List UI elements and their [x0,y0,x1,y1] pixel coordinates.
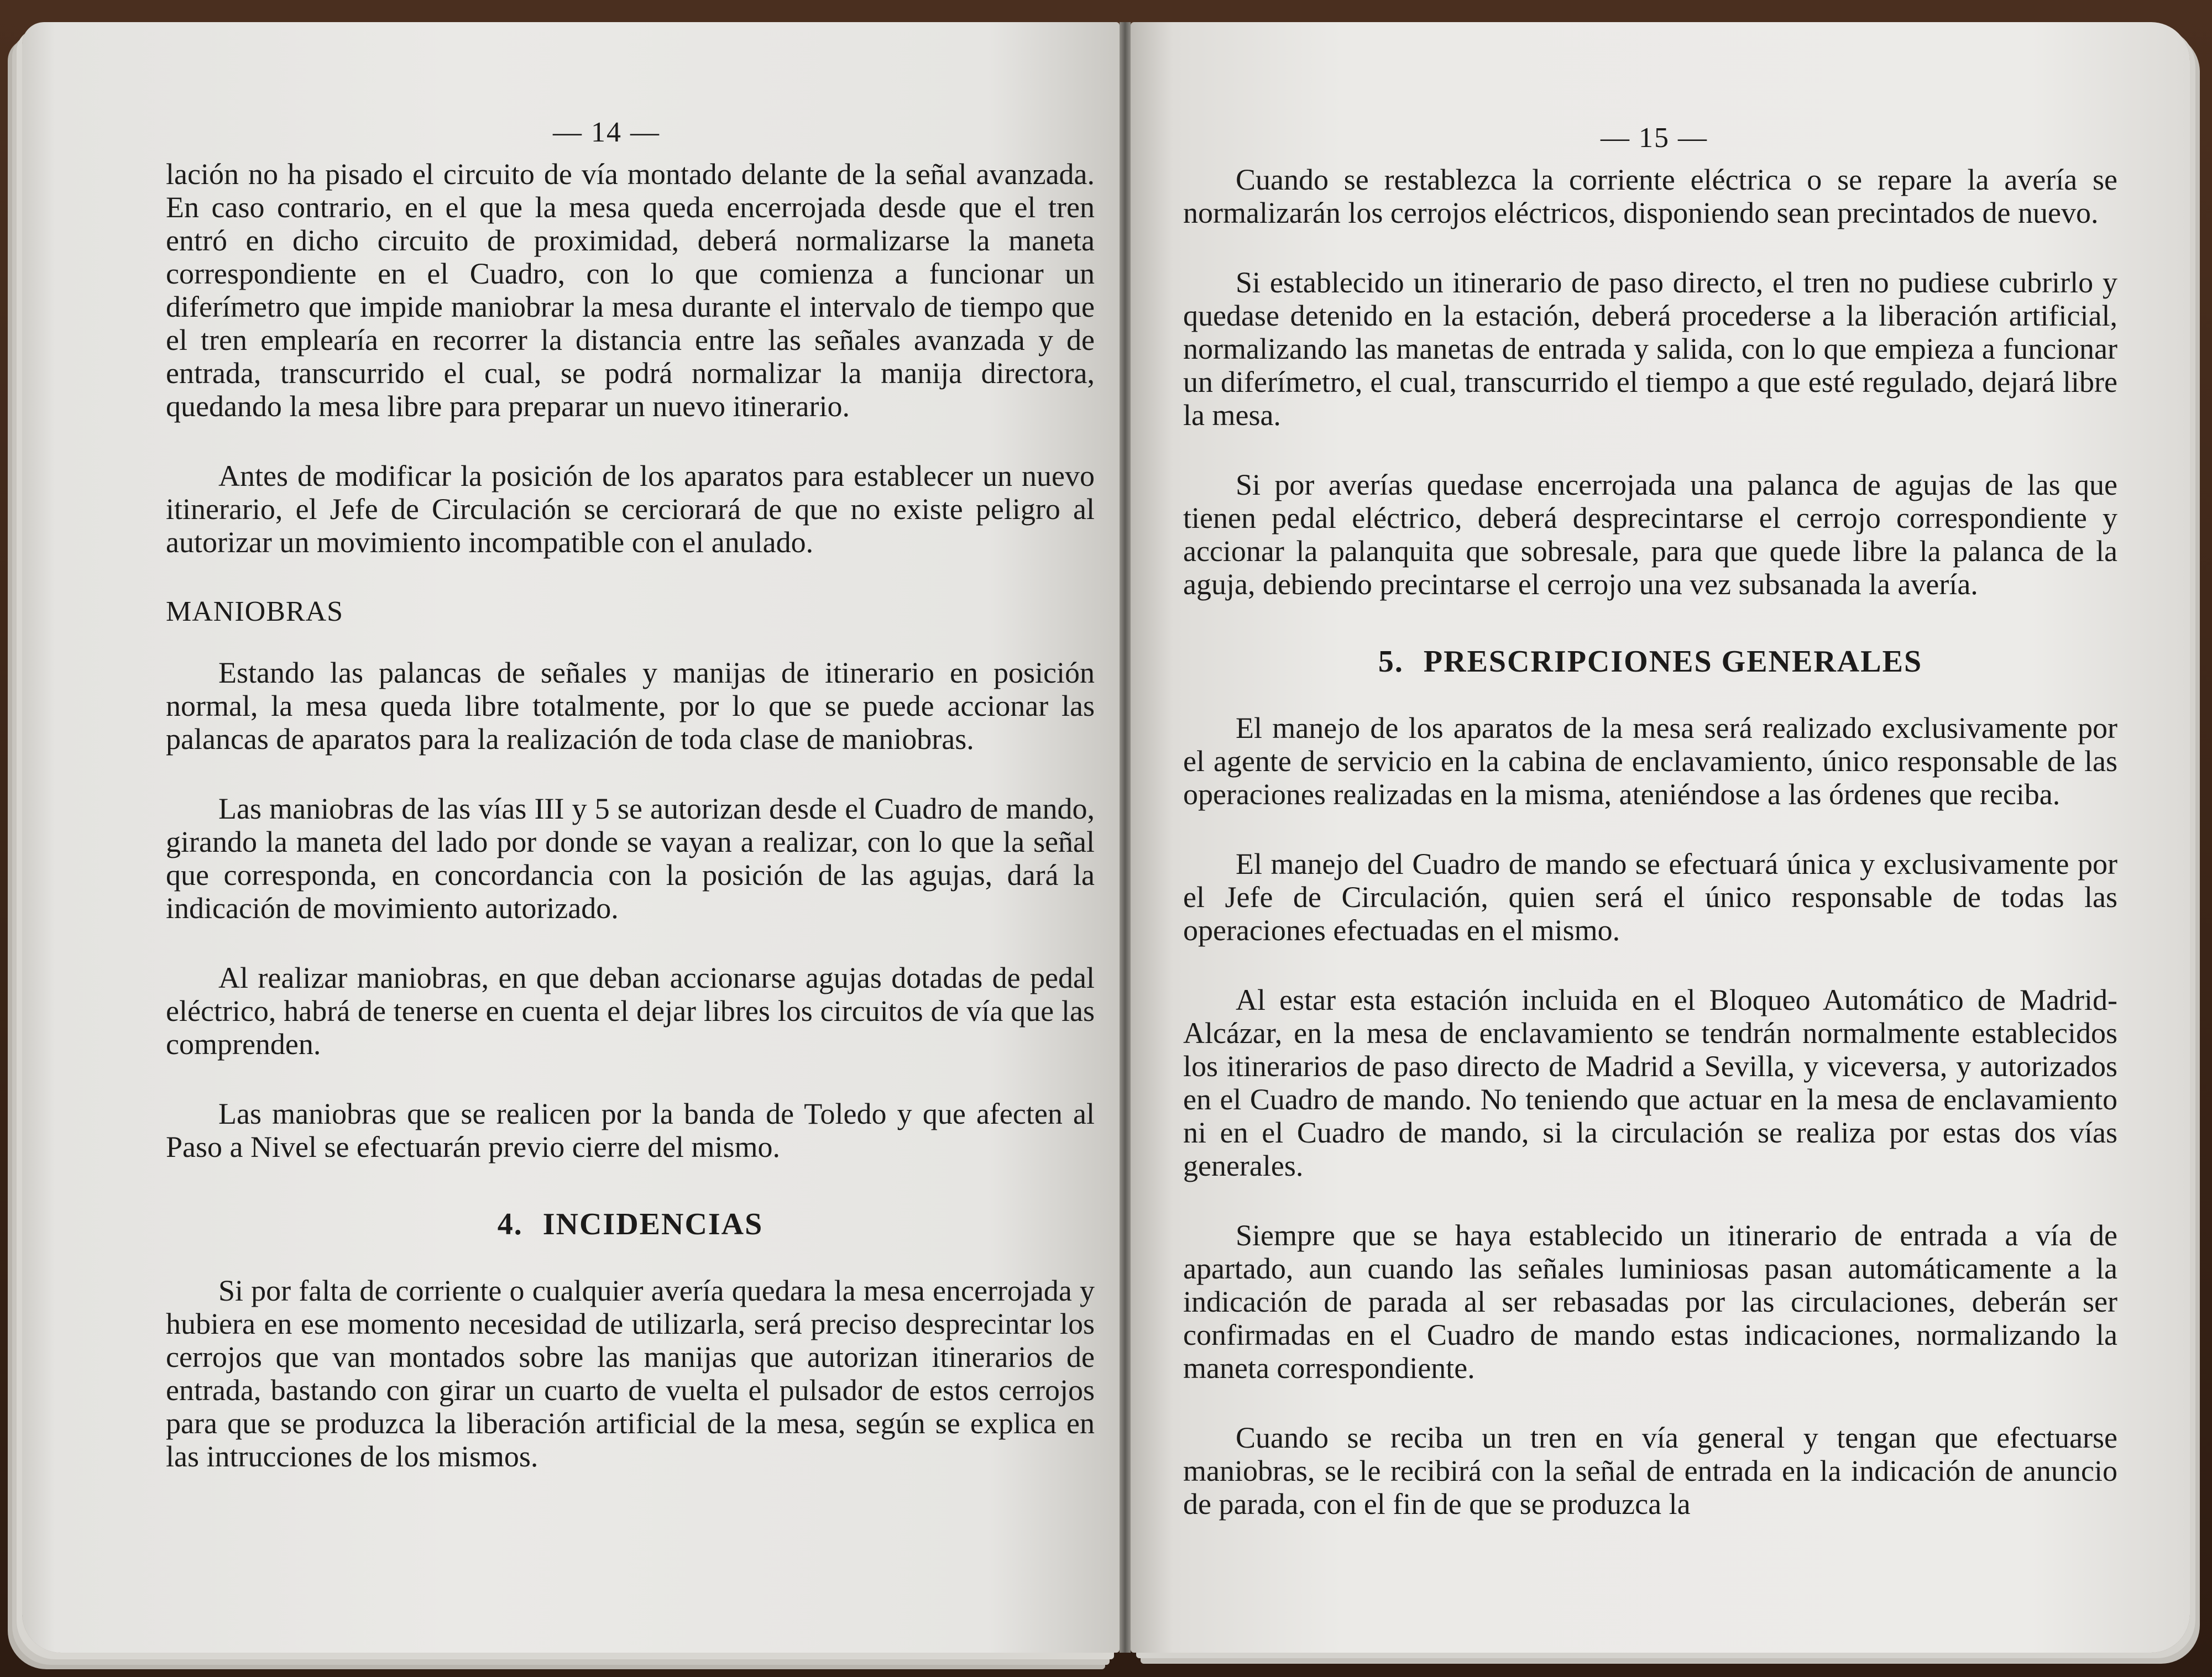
paragraph: Estando las palancas de señales y manijas de itinerario en posición normal, la mesa queda libre totalmente, por lo que se puede accionar las palancas de aparatos para la realización de toda clase de maniobras. [166,656,1095,756]
section-number: 4. [497,1207,523,1241]
section-heading-title: PRESCRIPCIONES GENERALES [1423,644,1923,679]
paragraph: Cuando se reciba un tren en vía general y tengan que efectuarse maniobras, se le recibirá con la señal de entrada en la indicación de anuncio de parada, con el fin de que se produzca la [1183,1421,2117,1521]
left-page [22,22,1120,1653]
paragraph: Siempre que se haya establecido un itinerario de entrada a vía de apartado, aun cuando las señales luminiosas pasan automáticamente a la indicación de parada al ser rebasadas por las circulaciones, deberán ser confirmadas en el Cuadro de mando estas indicaciones, normalizando la maneta correspondiente. [1183,1219,2117,1385]
paragraph: Si establecido un itinerario de paso directo, el tren no pudiese cubrirlo y quedase detenido en la estación, deberá procederse a la liberación artificial, normalizando las manetas de entrada y salida, con lo que empieza a funcionar un diferímetro, el cual, transcurrido el tiempo a que esté regulado, dejará libre la mesa. [1183,266,2117,432]
page-number: — 15 — [1601,122,1708,154]
paragraph: El manejo de los aparatos de la mesa será realizado exclusivamente por el agente de servicio en la cabina de enclavamiento, único responsable de las operaciones realizadas en la misma, ateniéndose a las órdenes que reciba. [1183,711,2117,811]
paragraph: El manejo del Cuadro de mando se efectuará única y exclusivamente por el Jefe de Circulación, quien será el único responsable de todas las operaciones efectuadas en el mismo. [1183,847,2117,947]
paragraph: Antes de modificar la posición de los aparatos para establecer un nuevo itinerario, el Jefe de Circulación se cerciorará de que no existe peligro al autorizar un movimiento incompatible con el anulado. [166,459,1095,559]
paragraph: Cuando se restablezca la corriente eléctrica o se repare la avería se normalizarán los cerrojos eléctricos, disponiendo sean precintados de nuevo. [1183,163,2117,229]
right-page [1131,22,2190,1653]
section-number: 5. [1378,644,1404,679]
paragraph: Las maniobras de las vías III y 5 se autorizan desde el Cuadro de mando, girando la maneta del lado por donde se vayan a realizar, con lo que la señal que corresponda, en concordancia con la posición de las agujas, dará la indicación de movimiento autorizado. [166,792,1095,925]
section-heading [166,1208,1095,1241]
paragraph: Al estar esta estación incluida en el Bloqueo Automático de Madrid-Alcázar, en la mesa de enclavamiento se tendrán normalmente establecidos los itinerarios de paso directo de Madrid a Sevilla, y viceversa, y autorizados en el Cuadro de mando. No teniendo que actuar en la mesa de enclavamiento ni en el Cuadro de mando, si la circulación se realiza por estas dos vías generales. [1183,983,2117,1182]
left-page-text [166,158,1095,1510]
page-number: — 14 — [553,117,660,148]
right-page-text [1183,163,2117,1557]
book-spine [1120,22,1131,1653]
section-heading-title: INCIDENCIAS [542,1207,764,1241]
section-heading [1183,645,2117,678]
paragraph: lación no ha pisado el circuito de vía montado delante de la señal avanzada. En caso contrario, en el que la mesa queda encerrojada desde que el tren entró en dicho circuito de proximidad, deberá normalizarse la maneta correspondiente en el Cuadro, con lo que comienza a funcionar un diferímetro que impide maniobrar la mesa durante el intervalo de tiempo que el tren emplearía en recorrer la distancia entre las señales avanzada y de entrada, transcurrido el cual, se podrá normalizar la manija directora, quedando la mesa libre para preparar un nuevo itinerario. [166,158,1095,423]
paragraph: Al realizar maniobras, en que deban accionarse agujas dotadas de pedal eléctrico, habrá de tenerse en cuenta el dejar libres los circuitos de vía que las comprenden. [166,961,1095,1061]
paragraph: Si por falta de corriente o cualquier avería quedara la mesa encerrojada y hubiera en ese momento necesidad de utilizarla, será preciso desprecintar los cerrojos que van montados sobre las manijas que autorizan itinerarios de entrada, bastando con girar un cuarto de vuelta el pulsador de estos cerrojos para que se produzca la liberación artificial de la mesa, según se explica en las intrucciones de los mismos. [166,1274,1095,1473]
paragraph: Si por averías quedase encerrojada una palanca de agujas de las que tienen pedal eléctrico, deberá desprecintarse el cerrojo correspondiente y accionar la palanquita que sobresale, para que quede libre la palanca de la aguja, debiendo precintarse el cerrojo una vez subsanada la avería. [1183,468,2117,601]
open-booklet [22,22,2190,1653]
section-title: MANIOBRAS [166,596,344,627]
paragraph: Las maniobras que se realicen por la banda de Toledo y que afecten al Paso a Nivel se efectuarán previo cierre del mismo. [166,1097,1095,1164]
